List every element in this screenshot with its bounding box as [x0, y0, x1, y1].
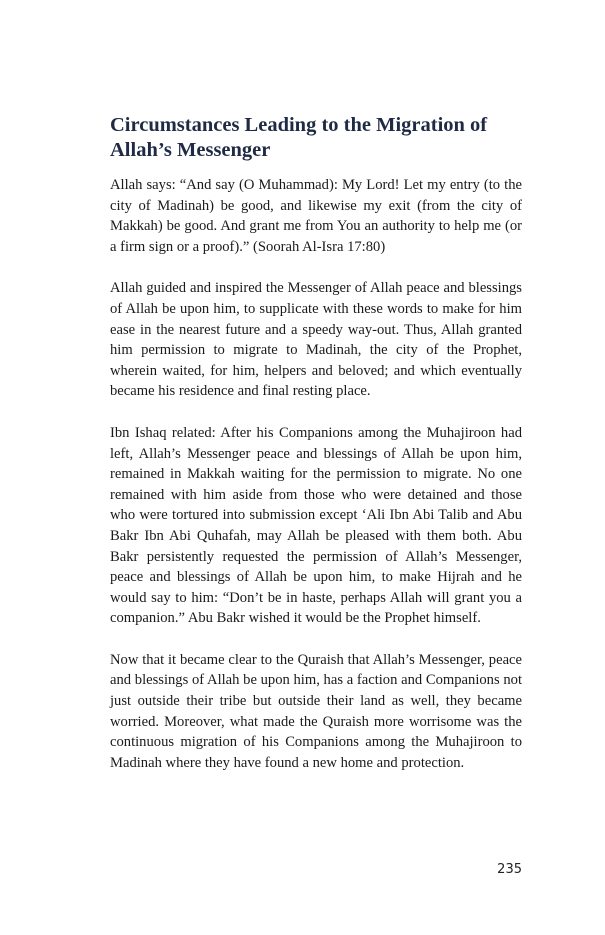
paragraph-ibn-ishaq: Ibn Ishaq related: After his Companions among the Muhajiroon had left, Allah’s Messenger peace and blessings of Allah be upon him, remained in Makkah waiting for the permission to migrate. No one remained with him aside from those who were detained and those who were tortured into submission except ‘Ali Ibn Abi Talib and Abu Bakr Ibn Abi Quhafah, may Allah be pleased with them both. Abu Bakr persistently requested the permission of Allah’s Messenger, peace and blessings of Allah be upon him, to make Hijrah and he would say to him: “Don’t be in haste, perhaps Allah will grant you a companion.” Abu Bakr wished it would be the Prophet himself.	[110, 424, 522, 627]
page-content	[110, 113, 522, 794]
paragraph-guidance: Allah guided and inspired the Messenger of Allah peace and blessings of Allah be upon him, to supplicate with these words to make for him ease in the nearest future and a speedy way-out. Thus, Allah granted him permission to migrate to Madinah, the city of the Prophet, wherein waited, for him, helpers and beloved; and which eventually became his residence and final resting place.	[110, 280, 522, 400]
paragraph-quran-verse: Allah says: “And say (O Muhammad): My Lord! Let my entry (to the city of Madinah) be good, and likewise my exit (from the city of Makkah) be good. And grant me from You an authority to help me (or a firm sign or a proof).” (Soorah Al-Isra 17:80)	[110, 177, 522, 255]
chapter-title: Circumstances Leading to the Migration of Allah’s Messenger	[110, 114, 488, 161]
page-number: 235	[497, 862, 522, 877]
paragraph-quraish-worry: Now that it became clear to the Quraish that Allah’s Messenger, peace and blessings of Allah be upon him, has a faction and Companions not just outside their tribe but outside their land as well, they became worried. Moreover, what made the Quraish more worrisome was the continuous migration of his Companions among the Muhajiroon to Madinah where they have found a new home and protection.	[110, 651, 522, 771]
